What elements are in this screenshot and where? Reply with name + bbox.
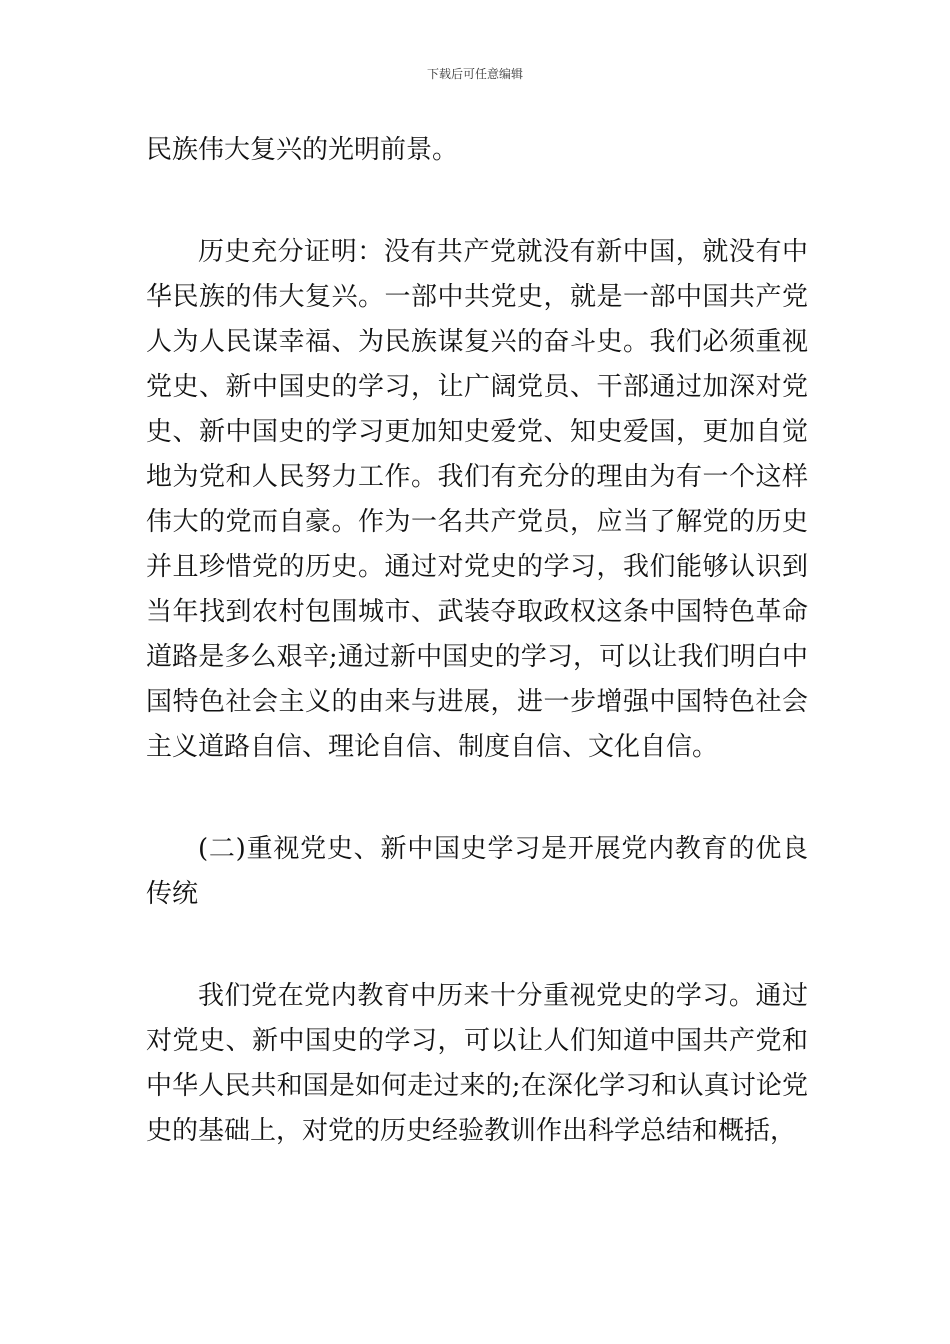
header-note: 下载后可任意编辑 <box>426 67 523 81</box>
paragraph-2: 历史充分证明：没有共产党就没有新中国，就没有中华民族的伟大复兴。一部中共党史，就是一部中国共产党人为人民谋幸福、为民族谋复兴的奋斗史。我们必须重视党史、新中国史的学习，让广阔党员、干部通过加深对党史、新中国史的学习更加知史爱党、知史爱国，更加自觉地为党和人民努力工作。我们有充分的理由为有一个这样伟大的党而自豪。作为一名共产党员，应当了解党的历史并且珍惜党的历史。通过对党史的学习，我们能够认识到当年找到农村包围城市、武装夺取政权这条中国特色革命道路是多么艰辛;通过新中国史的学习，可以让我们明白中国特色社会主义的由来与进展，进一步增强中国特色社会主义道路自信、理论自信、制度自信、文化自信。 <box>146 237 808 762</box>
paragraph-4: 我们党在党内教育中历来十分重视党史的学习。通过对党史、新中国史的学习，可以让人们知道中国共产党和中华人民共和国是如何走过来的;在深化学习和认真讨论党史的基础上，对党的历史经验教训作出科学总结和概括， <box>146 981 808 1146</box>
document-body <box>146 128 808 1154</box>
section-heading: (二)重视党史、新中国史学习是开展党内教育的优良传统 <box>146 834 808 909</box>
paragraph-1: 民族伟大复兴的光明前景。 <box>146 135 459 165</box>
